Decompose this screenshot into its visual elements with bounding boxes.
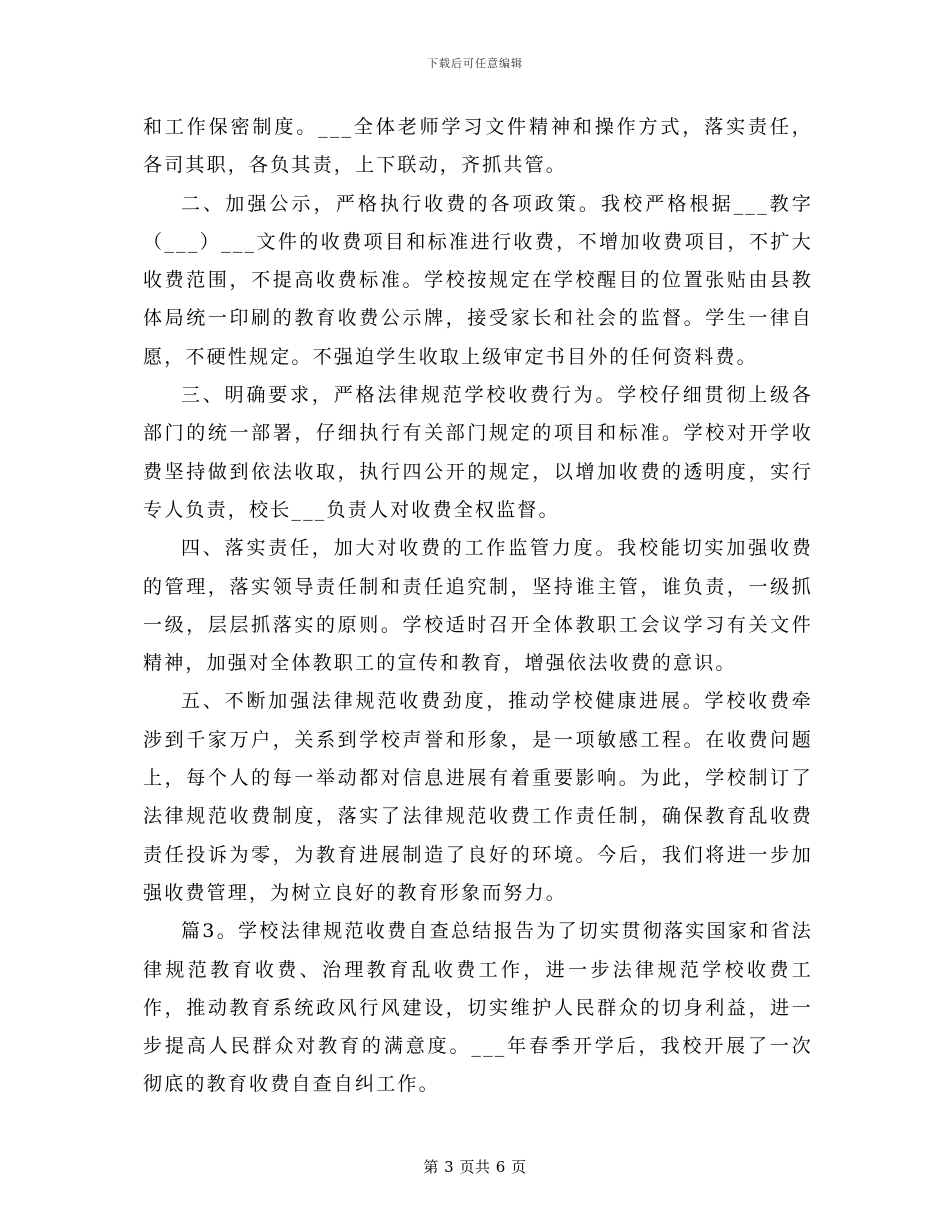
paragraph-continuation: 和工作保密制度。___全体老师学习文件精神和操作方式，落实责任，各司其职，各负其责，上下联动，齐抓共管。	[143, 116, 813, 177]
document-body	[143, 108, 813, 1104]
paragraph-section-five: 五、不断加强法律规范收费劲度，推动学校健康进展。学校收费牵涉到千家万户，关系到学校声誉和形象，是一项敏感工程。在收费问题上，每个人的每一举动都对信息进展有着重要影响。为此，学校制订了法律规范收费制度，落实了法律规范收费工作责任制，确保教育乱收费责任投诉为零，为教育进展制造了良好的环境。今后，我们将进一步加强收费管理，为树立良好的教育形象而努力。	[143, 690, 813, 904]
page-header: 下载后可任意编辑	[427, 57, 523, 70]
paragraph-section-two: 二、加强公示，严格执行收费的各项政策。我校严格根据___教字（___）___文件的收费项目和标准进行收费，不增加收费项目，不扩大收费范围，不提高收费标准。学校按规定在学校醒目的位置张贴由县教体局统一印刷的教育收费公示牌，接受家长和社会的监督。学生一律自愿，不硬性规定。不强迫学生收取上级审定书目外的任何资料费。	[143, 192, 813, 368]
page-footer: 第 3 页共 6 页	[423, 1158, 527, 1176]
paragraph-section-three: 三、明确要求，严格法律规范学校收费行为。学校仔细贯彻上级各部门的统一部署，仔细执行有关部门规定的项目和标准。学校对开学收费坚持做到依法收取，执行四公开的规定，以增加收费的透明度，实行专人负责，校长___负责人对收费全权监督。	[143, 384, 813, 521]
paragraph-section-four: 四、落实责任，加大对收费的工作监管力度。我校能切实加强收费的管理，落实领导责任制和责任追究制，坚持谁主管，谁负责，一级抓一级，层层抓落实的原则。学校适时召开全体教职工会议学习有关文件精神，加强对全体教职工的宣传和教育，增强依法收费的意识。	[143, 537, 813, 675]
paragraph-article-three: 篇3。学校法律规范收费自查总结报告为了切实贯彻落实国家和省法律规范教育收费、治理教育乱收费工作，进一步法律规范学校收费工作，推动教育系统政风行风建设，切实维护人民群众的切身利益，进一步提高人民群众对教育的满意度。___年春季开学后，我校开展了一次彻底的教育收费自查自纠工作。	[143, 920, 813, 1096]
